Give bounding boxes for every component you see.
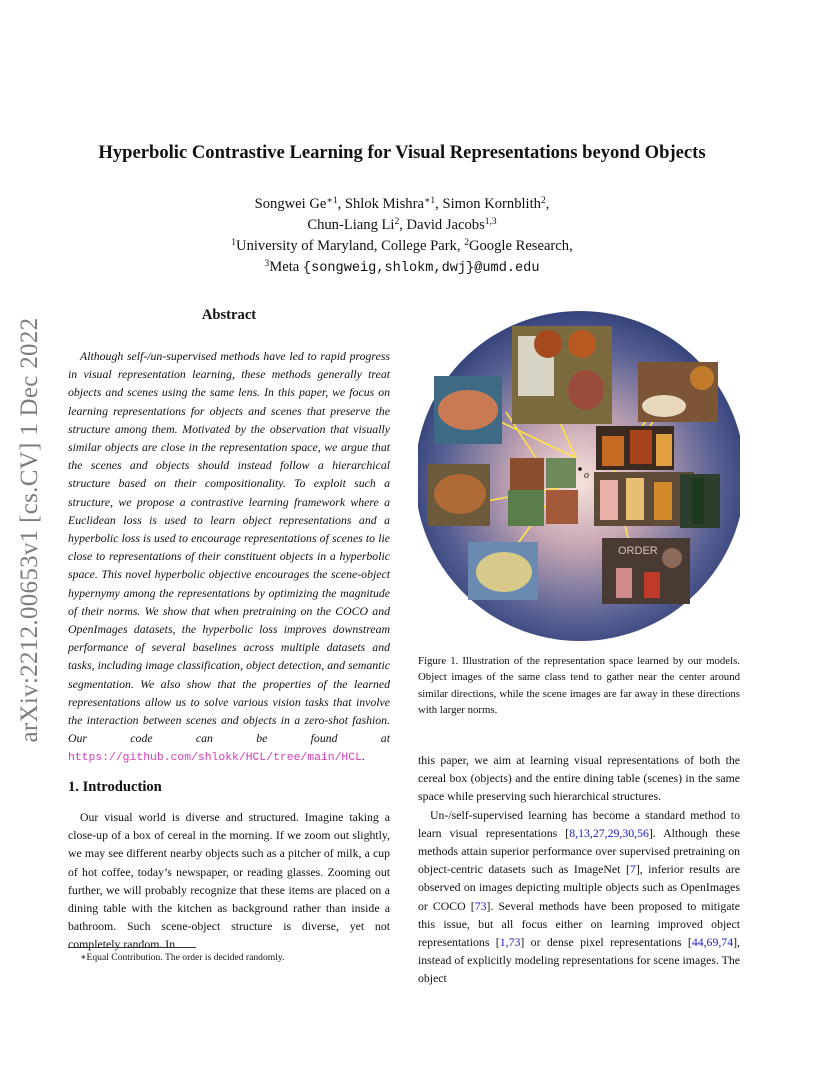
citation-link[interactable]: 8,13,27,29,30,56 (569, 825, 649, 840)
footnote: ∗Equal Contribution. The order is decided randomly. (80, 952, 285, 963)
arxiv-stamp: arXiv:2212.00653v1 [cs.CV] 1 Dec 2022 (16, 317, 43, 743)
citation-link[interactable]: 44,69,74 (691, 935, 734, 950)
code-link[interactable]: https://github.com/shlokk/HCL/tree/main/HCL (68, 752, 362, 765)
author-emails: {songweig,shlokm,dwj}@umd.edu (302, 261, 540, 276)
abstract-body: Although self-/un-supervised methods have led to rapid progress in visual representation learning, these methods generally treat objects and scenes using the same lens. In this paper, we focus on learning representations for objects and scenes that preserve the structure among them. Motivated by the observation that visually similar objects are close in the representation space, we argue that the scenes and objects should instead follow a hierarchical structure based on their compositionality. To exploit such a structure, we propose a contrastive learning framework where a Euclidean loss is used to learn object representations and a hyperbolic loss is used to encourage representations of scenes to lie close to representations of their constituent objects in a hyperbolic space. This novel hyperbolic objective encourages the scene-object hypernymy among the representations by optimizing the magnitude of their norms. We show that when pretraining on the COCO and OpenImages datasets, the hyperbolic loss improves downstream performance of several baselines across multiple datasets and tasks, including image classification, object detection, and semantic segmentation. We also show that the properties of the learned representations allow us to solve various vision tasks that involve the interaction between scenes and objects in a zero-shot fashion. Our code can be found at https://github.com/shlokk/HCL/tree/main/HCL. (68, 349, 390, 765)
photo-object-4 (546, 490, 578, 524)
photo-object-2 (546, 458, 576, 488)
representation-space-illustration (418, 306, 740, 646)
paragraph-2: Un-/self-supervised learning has become a standard method to learn visual representations [8,13,27,29,30,56]. Although these methods attain superior performance over supervised pretraining on object-centric datasets such as ImageNet [7], inferior results are observed on images depicting multiple objects such as OpenImages or COCO [73]. Several methods have been proposed to mitigate this issue, but all focus either on learning improved object representations [1,73] or dense pixel representations [44,69,74], instead of explicitly modeling representations for scene images. The object (418, 807, 740, 986)
affiliation-line: $^1$University of Maryland, College Park, $^2$Google Research, (231, 238, 573, 254)
photo-object-1 (510, 458, 544, 490)
citation-link[interactable]: 1,73 (499, 935, 521, 950)
paper-title: Hyperbolic Contrastive Learning for Visual Representations beyond Objects (98, 142, 706, 163)
affiliation-email-line: $^3$Meta {songweig,shlokm,dwj}@umd.edu (264, 259, 540, 276)
footnote-rule (68, 947, 196, 948)
introduction-body: Our visual world is diverse and structured. Imagine taking a close-up of a box of cereal in the morning. If we zoom out slightly, we may see different nearby objects such as a pitcher of milk, a cup of hot coffee, today’s newspaper, or reading glasses. Zooming out further, we will probably recognize that these items are placed on a dining table with the kitchen as background rather than inside a bathroom. Such scene-object structure is diverse, yet not completely random. In (68, 810, 390, 952)
author-block (150, 194, 654, 279)
section-heading-introduction: 1. Introduction (68, 779, 162, 795)
figure-caption: Figure 1. Illustration of the representation space learned by our models. Object images of the same class tend to gather near the center around similar directions, while the scene images are far away in these directions with larger norms. (418, 655, 740, 716)
abstract-heading: Abstract (201, 307, 257, 323)
photo-object-3 (508, 490, 544, 526)
origin-label: o (584, 470, 589, 481)
citation-link[interactable]: 7 (629, 862, 636, 877)
citation-link[interactable]: 73 (474, 898, 487, 913)
paragraph-1: this paper, we aim at learning visual representations of both the cereal box (objects) and the entire dining table (scenes) in the same space while preserving such hierarchical structures. (418, 753, 740, 804)
origin-point (578, 467, 582, 471)
order-sign: ORDER (618, 545, 658, 557)
author-line-1: Songwei $Ge^{∗1}$, Shlok Mishra$^{∗1}$, Simon Kornblith$^2$, (254, 196, 550, 212)
figure-1 (418, 306, 740, 646)
author-line-2: Chun-Liang Li$^2$, David Jacobs$^{1,3}$ (307, 217, 497, 233)
right-column-text (418, 751, 740, 988)
